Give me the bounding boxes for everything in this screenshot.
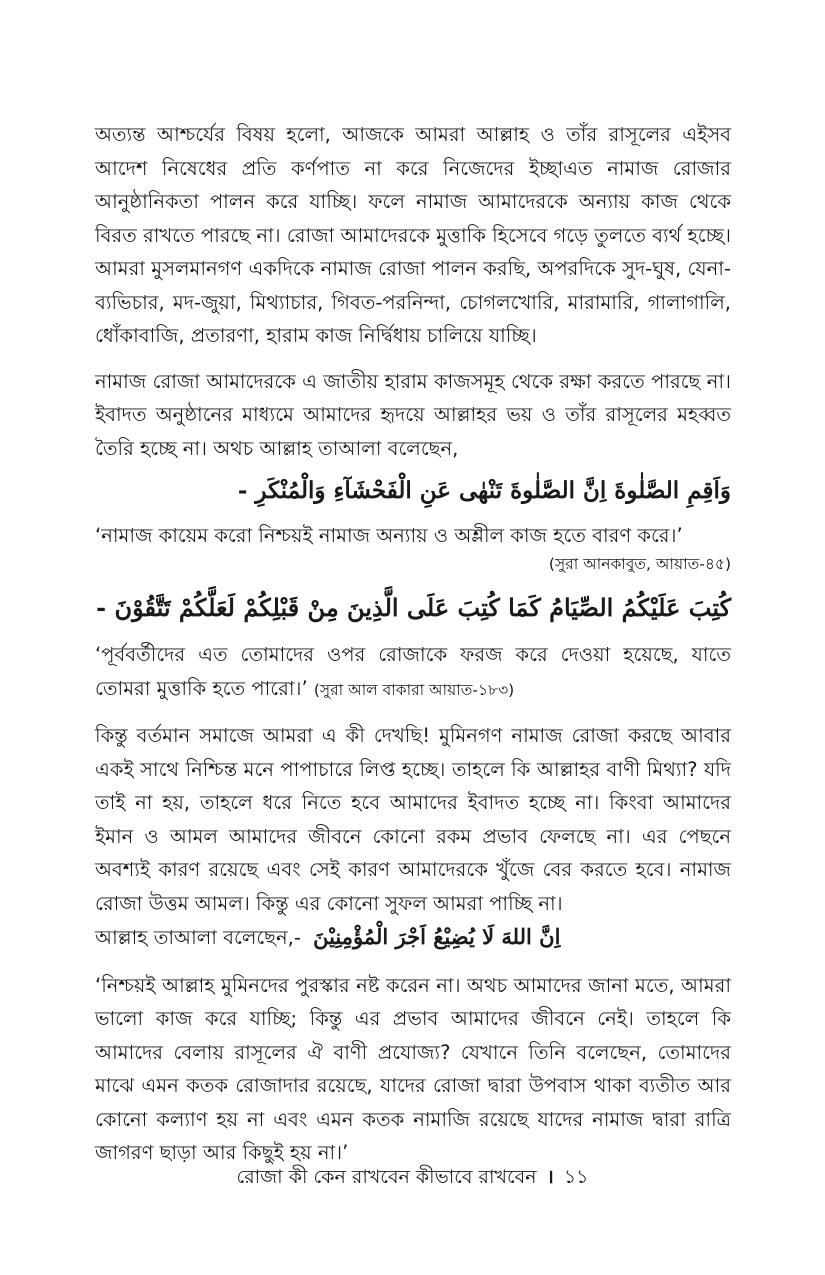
arabic-verse-2: كُتِبَ عَلَيْكُمُ الصِّيَامُ كَمَا كُتِبَ عَلَى الَّذِينَ مِنْ قَبْلِكُمْ لَعَلَّكُمْ تَتَّقُوْنَ - [96, 593, 731, 622]
page-footer [0, 1163, 825, 1195]
paragraph-3 [95, 719, 731, 955]
arabic-verse-1: وَاَقِمِ الصَّلٰوةَ اِنَّ الصَّلٰوةَ تَنْهٰى عَنِ الْفَحْشَآءِ وَالْمُنْكَرِ - [237, 477, 731, 504]
verse-2-translation [95, 638, 731, 707]
page-number: ১১ [563, 1166, 589, 1188]
verse-1-translation: ‘নামাজ কায়েম করো নিশ্চয়ই নামাজ অন্যায় ও অশ্লীল কাজ হতে বারণ করে।’ [95, 524, 683, 547]
verse-2-translation-text: ‘পূর্ববর্তীদের এত তোমাদের ওপর রোজাকে ফরজ করে দেওয়া হয়েছে, যাতে তোমরা মুত্তাকি হতে পারো।’ [95, 643, 731, 700]
verse-1-reference: (সুরা আনকাবুত, আয়াত-৪৫) [548, 555, 731, 573]
verse-2-reference: (সুরা আল বাকারা আয়াত-১৮৩) [313, 680, 515, 699]
page-body [95, 118, 731, 1182]
running-title: রোজা কী কেন রাখবেন কীভাবে রাখবেন [236, 1166, 537, 1188]
paragraph-2: নামাজ রোজা আমাদেরকে এ জাতীয় হারাম কাজসমূহ থেকে রক্ষা করতে পারছে না। ইবাদত অনুষ্ঠানের মাধ্যমে আমাদের হৃদয়ে আল্লাহর ভয় ও তাঁর রাসূলের মহব্বত তৈরি হচ্ছে না। অথচ আল্লাহ তাআলা বলেছেন, [95, 369, 731, 460]
paragraph-4: ‘নিশ্চয়ই আল্লাহ মুমিনদের পুরস্কার নষ্ট করেন না। অথচ আমাদের জানা মতে, আমরা ভালো কাজ করে যাচ্ছি; কিন্তু এর প্রভাব আমাদের জীবনে নেই। তাহলে কি আমাদের বেলায় রাসূলের ঐ বাণী প্রযোজ্য? যেখানে তিনি বলেছেন, তোমাদের মাঝে এমন কতক রোজাদার রয়েছে, যাদের রোজা দ্বারা উপবাস থাকা ব্যতীত আর কোনো কল্যাণ হয় না এবং এমন কতক নামাজি রয়েছে যাদের নামাজ দ্বারা রাত্রি জাগরণ ছাড়া আর কিছুই হয় না।’ [95, 973, 731, 1164]
paragraph-1: অত্যন্ত আশ্চর্যের বিষয় হলো, আজকে আমরা আল্লাহ ও তাঁর রাসূলের এইসব আদেশ নিষেধের প্রতি কর্ণপাত না করে নিজেদের ইচ্ছাএত নামাজ রোজার আনুষ্ঠানিকতা পালন করে যাচ্ছি। ফলে নামাজ আমাদেরকে অন্যায় কাজ থেকে বিরত রাখতে পারছে না। রোজা আমাদেরকে মুত্তাকি হিসেবে গড়ে তুলতে ব্যর্থ হচ্ছে। আমরা মুসলমানগণ একদিকে নামাজ রোজা পালন করছি, অপরদিকে সুদ-ঘুষ, যেনা-ব্যভিচার, মদ-জুয়া, মিথ্যাচার, গিবত-পরনিন্দা, চোগলখোরি, মারামারি, গালাগালি, ধোঁকাবাজি, প্রতারণা, হারাম কাজ নির্দ্বিধায় চালিয়ে যাচ্ছি। [95, 123, 731, 347]
footer-separator: । [546, 1166, 554, 1188]
paragraph-3-lead: আল্লাহ তাআলা বলেছেন,- [95, 926, 301, 949]
paragraph-3-text: কিন্তু বর্তমান সমাজে আমরা এ কী দেখছি! মুমিনগণ নামাজ রোজা করছে আবার একই সাথে নিশ্চিন্ত মনে পাপাচারে লিপ্ত হচ্ছে। তাহলে কি আল্লাহর বাণী মিথ্যা? যদি তাই না হয়, তাহলে ধরে নিতে হবে আমাদের ইবাদত হচ্ছে না। কিংবা আমাদের ইমান ও আমল আমাদের জীবনে কোনো রকম প্রভাব ফেলছে না। এর পেছনে অবশ্যই কারণ রয়েছে এবং সেই কারণ আমাদেরকে খুঁজে বের করতে হবে। নামাজ রোজা উত্তম আমল। কিন্তু এর কোনো সুফল আমরা পাচ্ছি না। [95, 724, 731, 915]
arabic-verse-3: اِنَّ اللهَ لَا يُضِيْعُ اَجْرَ الْمُؤْمِنِيْنَ [313, 924, 561, 949]
